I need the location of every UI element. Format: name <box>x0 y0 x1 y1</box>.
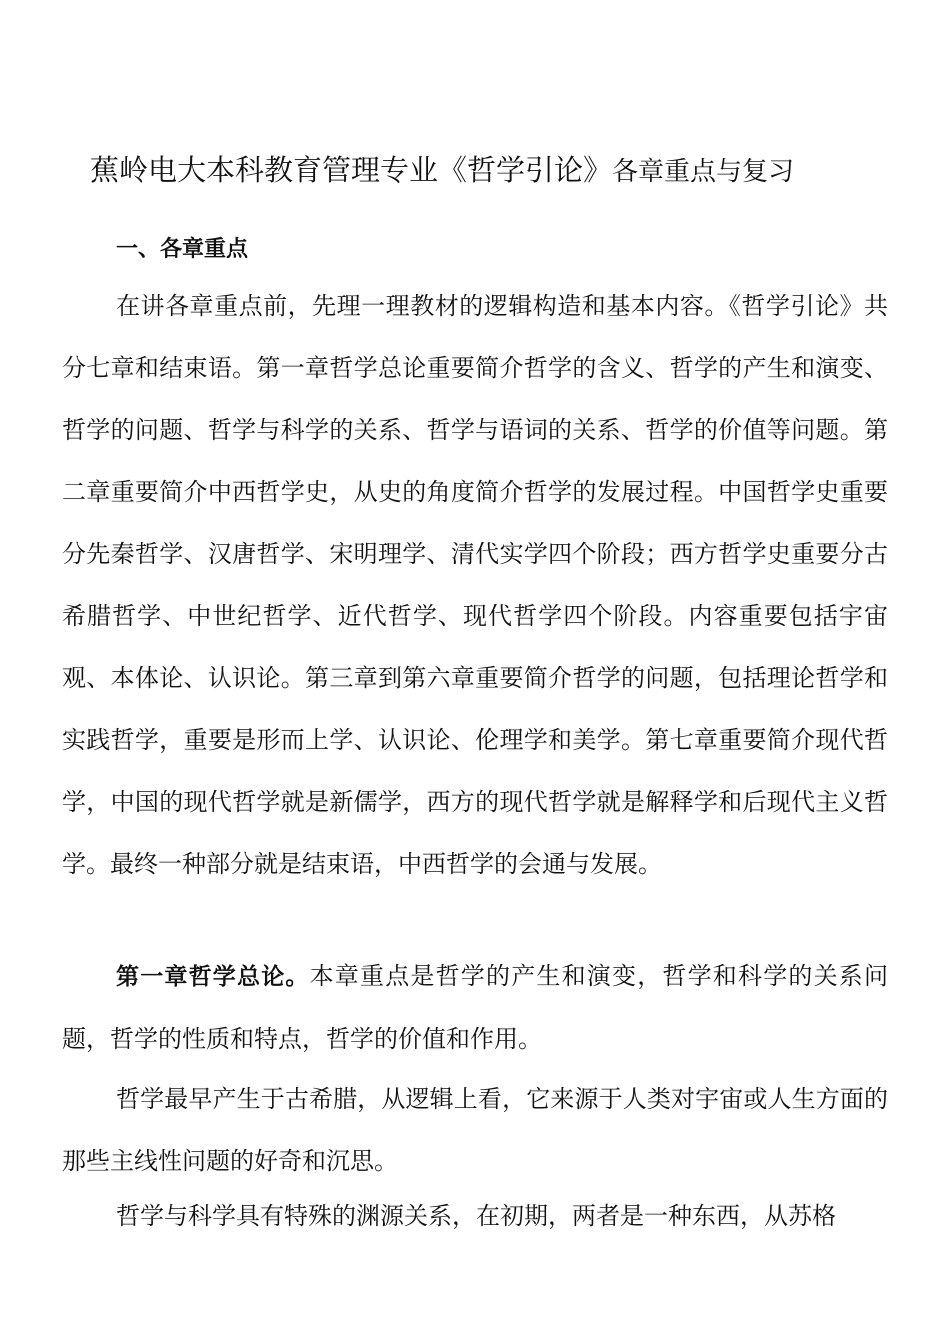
paragraph-overview: 在讲各章重点前，先理一理教材的逻辑构造和基本内容。《哲学引论》共分七章和结束语。第一章哲学总论重要简介哲学的含义、哲学的产生和演变、哲学的问题、哲学与科学的关系、哲学与语词的关系、哲学的价值等问题。第二章重要简介中西哲学史，从史的角度简介哲学的发展过程。中国哲学史重要分先秦哲学、汉唐哲学、宋明理学、清代实学四个阶段；西方哲学史重要分古希腊哲学、中世纪哲学、近代哲学、现代哲学四个阶段。内容重要包括宇宙观、本体论、认识论。第三章到第六章重要简介哲学的问题，包括理论哲学和实践哲学，重要是形而上学、认识论、伦理学和美学。第七章重要简介现代哲学，中国的现代哲学就是新儒学，西方的现代哲学就是解释学和后现代主义哲学。最终一种部分就是结束语，中西哲学的会通与发展。 <box>62 292 888 878</box>
document-title <box>90 150 890 192</box>
title-tail: 各章重点与复习 <box>612 157 795 187</box>
chapter-one-lead: 第一章哲学总论。 <box>116 964 310 990</box>
title-main: 蕉岭电大本科教育管理专业《哲学引论》 <box>90 153 613 187</box>
section-heading: 一、各章重点 <box>116 237 249 262</box>
paragraph-science-relation: 哲学与科学具有特殊的渊源关系，在初期，两者是一种东西，从苏格 <box>116 1202 836 1230</box>
paragraph-origin: 哲学最早产生于古希腊，从逻辑上看，它来源于人类对宇宙或人生方面的那些主线性问题的好奇和沉思。 <box>62 1085 888 1175</box>
chapter-one-body: 本章重点是哲学的产生和演变，哲学和科学的关系问题，哲学的性质和特点，哲学的价值和作用。 <box>62 962 889 1053</box>
paragraph-chapter-one <box>62 945 888 1070</box>
